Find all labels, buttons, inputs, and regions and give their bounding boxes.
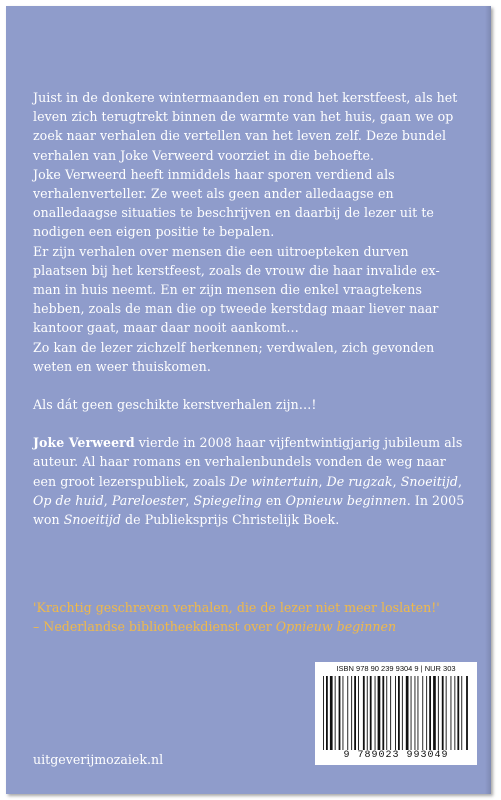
quote-source: – Nederlandse bibliotheekdienst over (33, 619, 276, 635)
author-name: Joke Verweerd (33, 435, 135, 451)
cover-edge-shade (485, 6, 491, 794)
book-title: Spiegeling (193, 492, 262, 508)
quote-book-title: Opnieuw beginnen (275, 619, 397, 635)
author-bio (33, 433, 465, 529)
book-title: Opnieuw beginnen (285, 492, 407, 508)
book-title: Snoeitijd (63, 512, 121, 528)
isbn-label: ISBN 978 90 239 9304 9 | NUR 303 (336, 664, 456, 673)
publisher-url: uitgeverijmozaiek.nl (33, 752, 164, 767)
barcode-icon (323, 676, 469, 750)
bio-text-3: . In 2005 won (33, 492, 465, 528)
bio-text-1: vierde in 2008 haar vijfentwintigjarig jubileum als auteur. Al haar romans en verhalenbundels vonden de weg naar een groot lezerspubliek, zoals (33, 435, 463, 489)
separator: , (458, 473, 463, 489)
book-title: Snoeitijd (400, 473, 459, 489)
quote-line-2 (33, 617, 473, 636)
separator: , (103, 492, 112, 508)
blurb-paragraph-4: Zo kan de lezer zichzelf herkennen; verdwalen, zich gevonden weten en weer thuiskomen. (33, 339, 435, 374)
book-title: De wintertuin (229, 473, 319, 489)
book-title: De rugzak (326, 473, 393, 489)
book-title: Pareloester (111, 492, 186, 508)
book-title: Op de huid (33, 492, 104, 508)
separator: , (185, 492, 194, 508)
blurb-paragraph-2: Joke Verweerd heeft inmiddels haar sporen verdiend als verhalenverteller. Ze weet als geen ander alledaagse en onalledaagse situaties te beschrijven en daarbij de lezer uit te nodigen een eigen positie te bepalen. (33, 166, 434, 240)
barcode-number: 9 789023 993049 (343, 750, 449, 761)
barcode-panel (315, 662, 477, 765)
bio-text-4: de Publieksprijs Christelijk Boek. (121, 512, 340, 528)
blurb-text (33, 88, 465, 529)
review-quote (33, 598, 473, 636)
blurb-paragraph-5: Als dát geen geschikte kerstverhalen zijn…! (33, 397, 317, 413)
quote-line-1: 'Krachtig geschreven verhalen, die de lezer niet meer loslaten!' (33, 600, 440, 615)
separator: , (392, 473, 401, 489)
blurb-paragraph-1: Juist in de donkere wintermaanden en rond het kerstfeest, als het leven zich terugtrekt binnen de warmte van het huis, gaan we op zoek naar verhalen die vertellen van het leven zelf. Deze bundel verhalen van Joke Verweerd voorziet in die behoefte. (33, 90, 458, 163)
bio-text-2: en (261, 492, 286, 508)
blurb-paragraph-3: Er zijn verhalen over mensen die een uitroepteken durven plaatsen bij het kerstfeest, zoals de vrouw die haar invalide ex-man in huis neemt. En er zijn mensen die enkel vraagtekens hebben, zoals de man die op tweede kerstdag maar liever naar kantoor gaat, maar daar nooit aankomt… (33, 243, 440, 336)
separator: , (318, 473, 327, 489)
book-back-cover (6, 6, 491, 794)
